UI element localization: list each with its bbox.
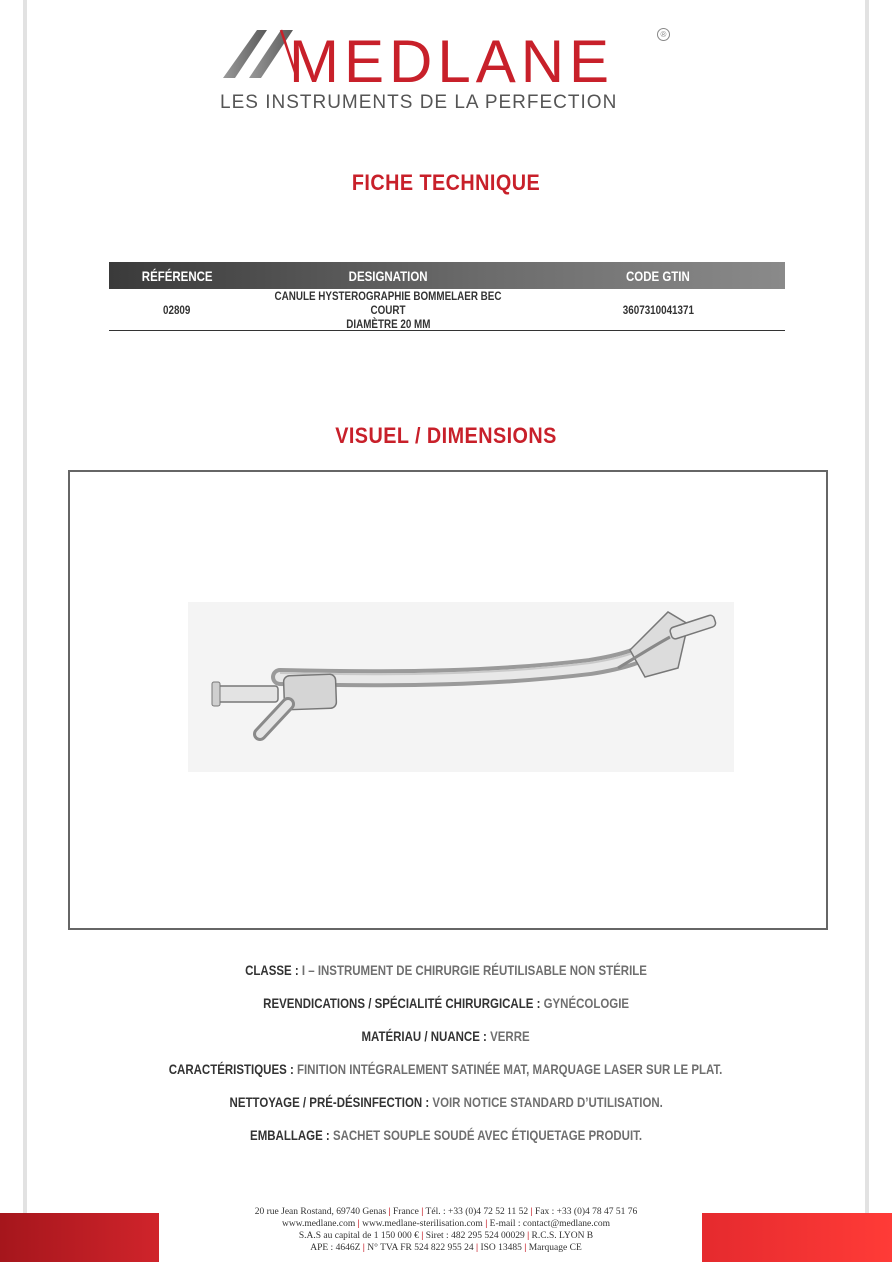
cell-gtin: 3607310041371 [622, 302, 694, 317]
visuel-dimensions-title: VISUEL / DIMENSIONS [335, 423, 557, 448]
spec-revendications [0, 995, 892, 1028]
footer-line-1: 20 rue Jean Rostand, 69740 Genas | France | Tél. : +33 (0)4 72 52 11 52 | Fax : +33 (0)4 78 47 51 76 [254, 1207, 638, 1217]
footer-sterilisation-link[interactable]: www.medlane-sterilisation.com [362, 1219, 483, 1229]
spec-materiau [0, 1028, 892, 1061]
footer-line-4: APE : 4646Z | N° TVA FR 524 822 955 24 | ISO 13485 | Marquage CE [310, 1243, 582, 1253]
footer-iso: ISO 13485 [480, 1243, 522, 1253]
brand-logo [215, 22, 685, 117]
spec-value: GYNÉCOLOGIE [543, 995, 629, 1011]
spec-nettoyage [0, 1094, 892, 1127]
footer-capital: S.A.S au capital de 1 150 000 € [298, 1231, 419, 1241]
logo-wordmark: MEDLANE [289, 28, 615, 95]
footer-ce: Marquage CE [528, 1243, 582, 1253]
spec-value: I – INSTRUMENT DE CHIRURGIE RÉUTILISABLE NON STÉRILE [301, 962, 647, 978]
glass-cannula-icon [70, 472, 826, 928]
reference-table-header [109, 262, 785, 289]
spec-value: SACHET SOUPLE SOUDÉ AVEC ÉTIQUETAGE PRODUIT. [332, 1127, 643, 1143]
cell-designation-line1: CANULE HYSTEROGRAPHIE BOMMELAER BEC COURT [274, 288, 502, 317]
spec-label: CARACTÉRISTIQUES : [169, 1061, 295, 1077]
footer-email-link[interactable]: E-mail : contact@medlane.com [489, 1219, 610, 1229]
fiche-technique-title: FICHE TECHNIQUE [351, 170, 541, 195]
table-row [109, 289, 785, 331]
footer-ape: APE : 4646Z [310, 1243, 361, 1253]
spec-value: VERRE [490, 1028, 531, 1044]
reference-table [109, 262, 785, 331]
specifications-list [0, 962, 892, 1160]
footer-siret: Siret : 482 295 524 00029 [425, 1231, 525, 1241]
product-visual-frame [68, 470, 828, 930]
spec-caracteristiques [0, 1061, 892, 1094]
registered-mark: ® [657, 28, 670, 41]
header-gtin: CODE GTIN [626, 267, 690, 284]
spec-classe [0, 962, 892, 995]
footer-country: France [393, 1207, 419, 1217]
footer-line-3: S.A.S au capital de 1 150 000 € | Siret : 482 295 524 00029 | R.C.S. LYON B [298, 1231, 594, 1241]
spec-value: VOIR NOTICE STANDARD D’UTILISATION. [432, 1094, 663, 1110]
footer-website-link[interactable]: www.medlane.com [281, 1219, 356, 1229]
footer-rcs: R.C.S. LYON B [531, 1231, 594, 1241]
spec-value: FINITION INTÉGRALEMENT SATINÉE MAT, MARQUAGE LASER SUR LE PLAT. [297, 1061, 723, 1077]
spec-label: NETTOYAGE / PRÉ-DÉSINFECTION : [229, 1094, 429, 1110]
footer-address [0, 1206, 892, 1254]
spec-label: CLASSE : [245, 962, 299, 978]
footer-tva: N° TVA FR 524 822 955 24 [367, 1243, 474, 1253]
brand-tagline: LES INSTRUMENTS DE LA PERFECTION [220, 92, 618, 113]
spec-label: MATÉRIAU / NUANCE : [361, 1028, 488, 1044]
cell-designation-line2: DIAMÈTRE 20 MM [345, 316, 431, 331]
spec-label: EMBALLAGE : [249, 1127, 330, 1143]
footer-line-2: www.medlane.com | www.medlane-sterilisation.com | E-mail : contact@medlane.com [281, 1219, 610, 1229]
footer-address-text: 20 rue Jean Rostand, 69740 Genas [254, 1207, 387, 1217]
spec-emballage [0, 1127, 892, 1160]
header-reference: RÉFÉRENCE [141, 267, 213, 284]
cell-reference: 02809 [163, 302, 191, 317]
footer-phone: Tél. : +33 (0)4 72 52 11 52 [425, 1207, 529, 1217]
header-designation: DESIGNATION [348, 267, 428, 284]
footer-fax: Fax : +33 (0)4 78 47 51 76 [535, 1207, 638, 1217]
spec-label: REVENDICATIONS / SPÉCIALITÉ CHIRURGICALE : [263, 995, 541, 1011]
